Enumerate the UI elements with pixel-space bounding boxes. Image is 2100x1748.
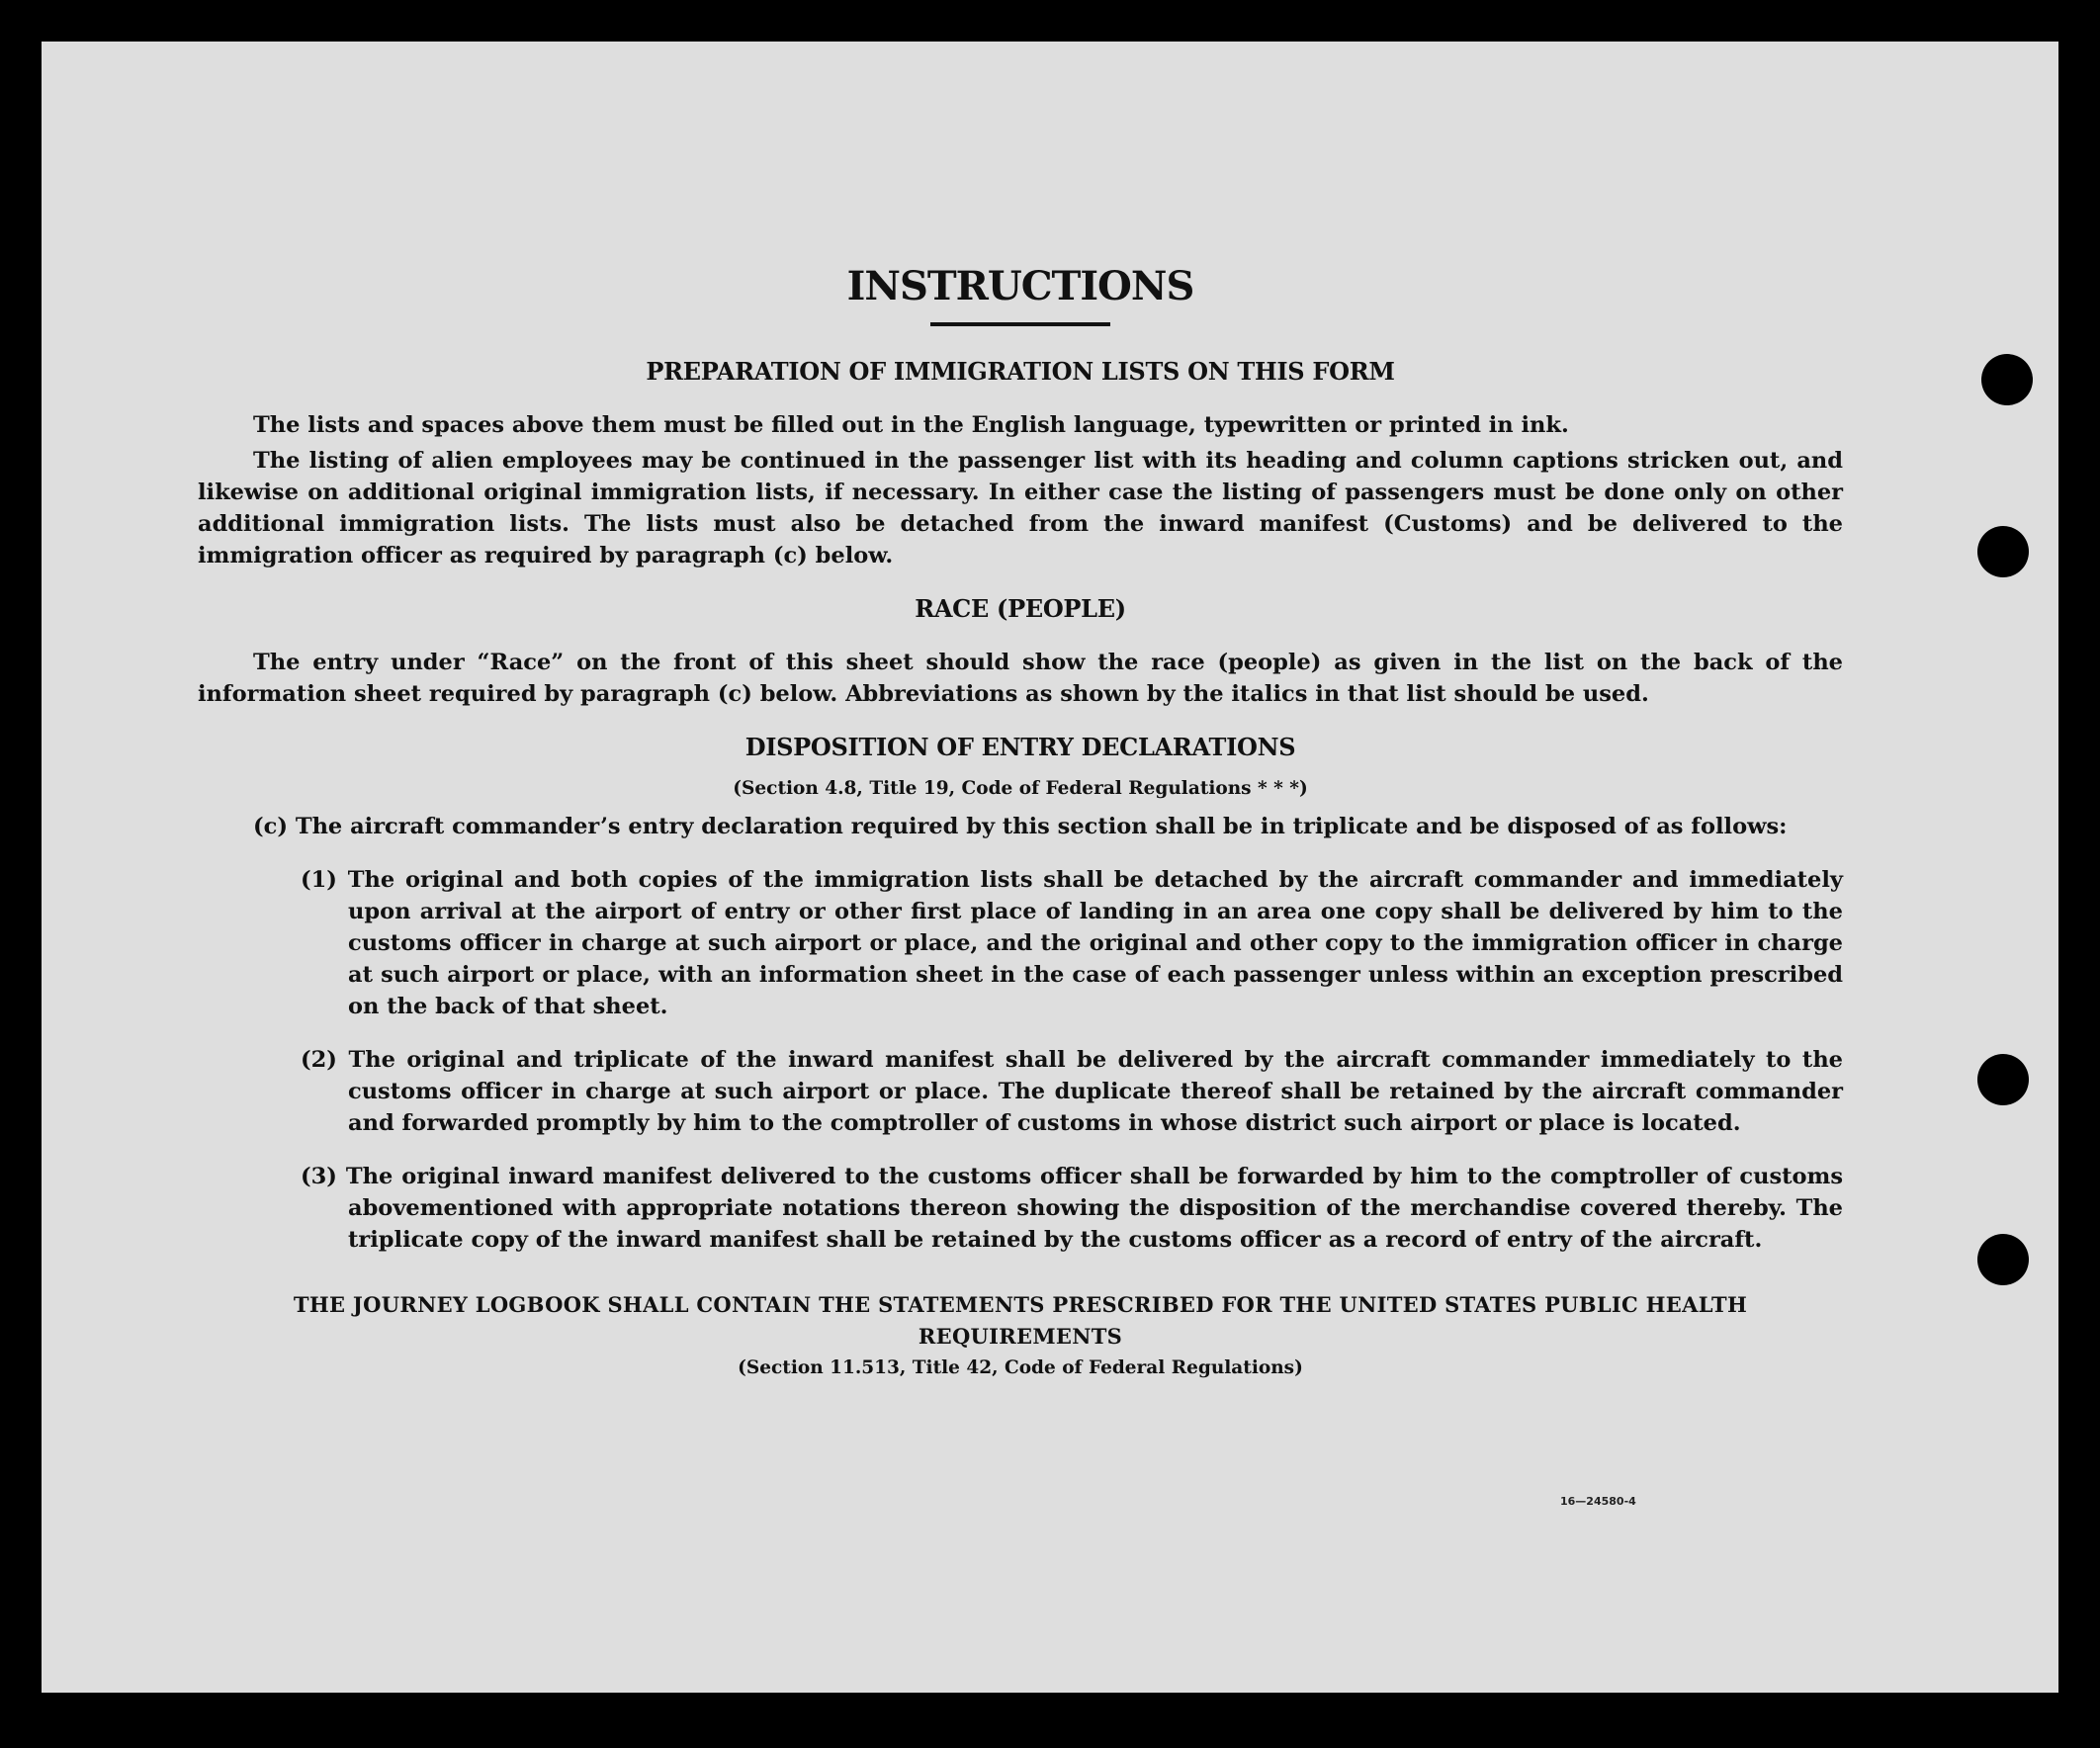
journey-logbook-citation: (Section 11.513, Title 42, Code of Federal Regulations) [738, 1357, 1303, 1378]
disposition-heading: DISPOSITION OF ENTRY DECLARATIONS [744, 733, 1296, 761]
form-number: 16—24580-4 [1560, 1495, 1636, 1508]
punch-hole [1977, 1054, 2029, 1105]
disposition-item-1 [301, 864, 1843, 1022]
punch-hole [1981, 354, 2033, 405]
disposition-item-3 [301, 1161, 1843, 1256]
item-label: (2) [301, 1047, 337, 1073]
disposition-citation: (Section 4.8, Title 19, Code of Federal Regulations * * *) [733, 778, 1308, 799]
punch-hole [1977, 1234, 2029, 1285]
instructions-content [198, 265, 1843, 1384]
preparation-paragraph-2: The listing of alien employees may be continued in the passenger list with its heading and column captions stricken out, and likewise on additional original immigration lists, if necessary. In either case the listing of passengers must be done only on other additional immigration lists. The lists must also be detached from the inward manifest (Customs) and be delivered to the immigration officer as required by paragraph (c) below. [198, 448, 1843, 568]
item-text: The original inward manifest delivered to the customs officer shall be forwarded by him to the comptroller of customs abovementioned with appropriate notations thereon showing the disposition of the merchandise covered thereby. The triplicate copy of the inward manifest shall be retained by the customs officer as a record of entry of the aircraft. [345, 1164, 1843, 1253]
race-heading: RACE (PEOPLE) [915, 594, 1126, 623]
page-title: INSTRUCTIONS [846, 263, 1194, 309]
punch-hole [1977, 526, 2029, 577]
race-paragraph: The entry under “Race” on the front of this sheet should show the race (people) as given in the list on the back of the information sheet required by paragraph (c) below. Abbreviations as shown by the italics in that list should be used. [198, 650, 1843, 707]
item-text: The original and both copies of the immigration lists shall be detached by the aircraft commander and immediately upon arrival at the airport of entry or other first place of landing in an area one copy shall be delivered by him to the customs officer in charge at such airport or place, and the original and other copy to the immigration officer in charge at such airport or place, with an information sheet in the case of each passenger unless within an exception prescribed on the back of that sheet. [347, 867, 1843, 1019]
item-label: (3) [301, 1164, 337, 1189]
item-text: The original and triplicate of the inward manifest shall be delivered by the aircraft commander immediately to the customs officer in charge at such airport or place. The duplicate thereof shall be retained by the aircraft commander and forwarded promptly by him to the comptroller of customs in whose district such airport or place is located. [348, 1047, 1843, 1136]
preparation-paragraph-1: The lists and spaces above them must be filled out in the English language, typewritten or printed in ink. [253, 412, 1569, 438]
disposition-item-2 [301, 1044, 1843, 1139]
clause-c: (c) The aircraft commander’s entry declaration required by this section shall be in triplicate and be disposed of as follows: [253, 814, 1788, 839]
title-underline [930, 322, 1110, 326]
journey-logbook-statement: THE JOURNEY LOGBOOK SHALL CONTAIN THE STATEMENTS PRESCRIBED FOR THE UNITED STATES PUBLIC HEALTH REQUIREMENTS [293, 1292, 1748, 1349]
preparation-heading: PREPARATION OF IMMIGRATION LISTS ON THIS FORM [646, 357, 1395, 386]
item-label: (1) [301, 867, 337, 893]
